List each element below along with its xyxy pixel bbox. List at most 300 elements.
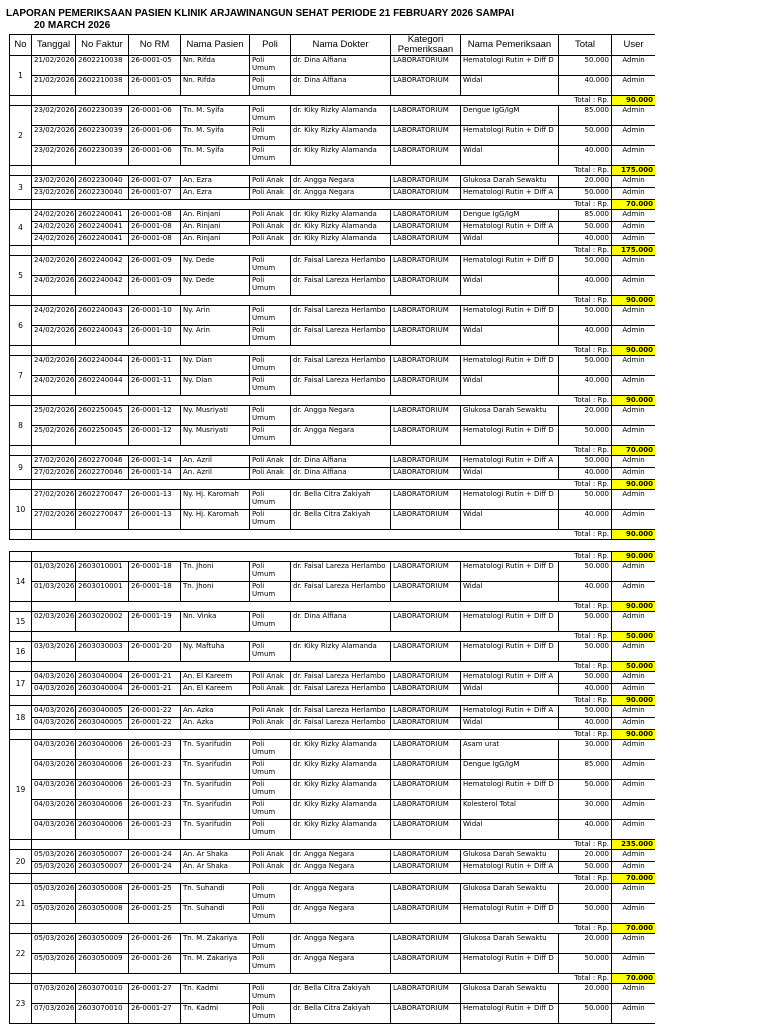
cell-total: 50.000 <box>559 612 612 632</box>
cell-total: 20.000 <box>559 850 612 862</box>
cell-no-rm: 26-0001-06 <box>129 106 181 126</box>
total-label: Total : Rp. <box>559 874 612 884</box>
table-row <box>10 426 656 446</box>
cell-user: Admin <box>612 456 656 468</box>
cell-no-faktur: 2603050009 <box>76 954 129 974</box>
cell-nama-pemeriksaan: Widal <box>461 684 559 696</box>
cell-poli: Poli Umum <box>250 426 291 446</box>
cell-kategori: LABORATORIUM <box>391 406 461 426</box>
cell-poli: Poli Umum <box>250 954 291 974</box>
total-row-no-cell <box>10 552 32 562</box>
cell-tanggal: 03/03/2026 <box>32 642 76 662</box>
cell-nama-pemeriksaan: Hematologi Rutin + Diff D <box>461 256 559 276</box>
cell-tanggal: 05/03/2026 <box>32 904 76 924</box>
cell-total: 50.000 <box>559 256 612 276</box>
cell-nama-dokter: dr. Kiky Rizky Alamanda <box>291 800 391 820</box>
cell-nama-pemeriksaan: Glukosa Darah Sewaktu <box>461 850 559 862</box>
total-label: Total : Rp. <box>559 924 612 934</box>
total-row-no-cell <box>10 166 32 176</box>
cell-nama-pemeriksaan: Hematologi Rutin + Diff A <box>461 188 559 200</box>
cell-poli: Poli Umum <box>250 106 291 126</box>
cell-no-faktur: 2602230039 <box>76 146 129 166</box>
cell-tanggal: 21/02/2026 <box>32 56 76 76</box>
cell-nama-pasien: Tn. M. Syifa <box>181 126 250 146</box>
cell-total: 20.000 <box>559 984 612 1004</box>
cell-nama-pasien: Ny. Dian <box>181 376 250 396</box>
cell-user: Admin <box>612 468 656 480</box>
cell-nama-dokter: dr. Angga Negara <box>291 426 391 446</box>
cell-user: Admin <box>612 326 656 346</box>
total-row <box>10 346 656 356</box>
cell-no-rm: 26-0001-12 <box>129 406 181 426</box>
total-row-no-cell <box>10 662 32 672</box>
table-row <box>10 490 656 510</box>
cell-poli: Poli Umum <box>250 934 291 954</box>
total-row-spacer <box>32 632 559 642</box>
table-row <box>10 188 656 200</box>
total-value: 175.000 <box>612 166 656 176</box>
group-number: 8 <box>10 406 32 446</box>
cell-nama-pemeriksaan: Kolesterol Total <box>461 800 559 820</box>
cell-poli: Poli Umum <box>250 740 291 760</box>
cell-user: Admin <box>612 582 656 602</box>
cell-tanggal: 04/03/2026 <box>32 684 76 696</box>
header-nama-pemeriksaan: Nama Pemeriksaan <box>461 35 559 56</box>
cell-user: Admin <box>612 510 656 530</box>
cell-no-faktur: 2602230039 <box>76 106 129 126</box>
cell-nama-dokter: dr. Bella Citra Zakiyah <box>291 490 391 510</box>
cell-no-faktur: 2602240043 <box>76 326 129 346</box>
cell-total: 30.000 <box>559 740 612 760</box>
cell-nama-dokter: dr. Angga Negara <box>291 904 391 924</box>
total-value: 50.000 <box>612 632 656 642</box>
cell-nama-dokter: dr. Angga Negara <box>291 176 391 188</box>
cell-kategori: LABORATORIUM <box>391 934 461 954</box>
table-row <box>10 406 656 426</box>
cell-kategori: LABORATORIUM <box>391 884 461 904</box>
group-number: 14 <box>10 562 32 602</box>
cell-tanggal: 04/03/2026 <box>32 820 76 840</box>
total-value: 70.000 <box>612 446 656 456</box>
table-row <box>10 672 656 684</box>
cell-nama-dokter: dr. Faisal Lareza Herlambo <box>291 276 391 296</box>
total-row <box>10 730 656 740</box>
cell-no-rm: 26-0001-25 <box>129 884 181 904</box>
total-row <box>10 552 656 562</box>
table-row <box>10 820 656 840</box>
cell-nama-dokter: dr. Faisal Lareza Herlambo <box>291 256 391 276</box>
gap-cell <box>461 540 559 552</box>
cell-no-rm: 26-0001-08 <box>129 234 181 246</box>
cell-tanggal: 07/03/2026 <box>32 1004 76 1024</box>
cell-kategori: LABORATORIUM <box>391 256 461 276</box>
cell-no-rm: 26-0001-06 <box>129 146 181 166</box>
cell-kategori: LABORATORIUM <box>391 222 461 234</box>
cell-no-faktur: 2603050009 <box>76 934 129 954</box>
cell-total: 50.000 <box>559 356 612 376</box>
cell-nama-pemeriksaan: Glukosa Darah Sewaktu <box>461 406 559 426</box>
cell-no-rm: 26-0001-13 <box>129 490 181 510</box>
total-row <box>10 246 656 256</box>
total-value: 70.000 <box>612 874 656 884</box>
cell-kategori: LABORATORIUM <box>391 188 461 200</box>
cell-no-rm: 26-0001-14 <box>129 456 181 468</box>
cell-tanggal: 27/02/2026 <box>32 510 76 530</box>
cell-total: 40.000 <box>559 718 612 730</box>
cell-nama-dokter: dr. Angga Negara <box>291 188 391 200</box>
cell-poli: Poli Umum <box>250 760 291 780</box>
cell-user: Admin <box>612 718 656 730</box>
cell-no-rm: 26-0001-24 <box>129 862 181 874</box>
cell-nama-pemeriksaan: Widal <box>461 468 559 480</box>
cell-poli: Poli Anak <box>250 684 291 696</box>
cell-kategori: LABORATORIUM <box>391 862 461 874</box>
cell-user: Admin <box>612 780 656 800</box>
cell-nama-pasien: Tn. Syarifudin <box>181 820 250 840</box>
total-label: Total : Rp. <box>559 530 612 540</box>
cell-poli: Poli Anak <box>250 862 291 874</box>
cell-nama-pemeriksaan: Dengue IgG/IgM <box>461 106 559 126</box>
cell-nama-pemeriksaan: Widal <box>461 276 559 296</box>
cell-nama-pasien: An. Rinjani <box>181 222 250 234</box>
cell-no-faktur: 2603050008 <box>76 884 129 904</box>
total-row-no-cell <box>10 696 32 706</box>
cell-user: Admin <box>612 306 656 326</box>
total-row-spacer <box>32 200 559 210</box>
cell-total: 50.000 <box>559 426 612 446</box>
cell-no-faktur: 2603040004 <box>76 684 129 696</box>
total-value: 175.000 <box>612 246 656 256</box>
cell-total: 50.000 <box>559 490 612 510</box>
cell-poli: Poli Anak <box>250 210 291 222</box>
cell-tanggal: 25/02/2026 <box>32 426 76 446</box>
group-number: 2 <box>10 106 32 166</box>
table-row <box>10 456 656 468</box>
cell-nama-pemeriksaan: Hematologi Rutin + Diff D <box>461 306 559 326</box>
cell-user: Admin <box>612 376 656 396</box>
total-row <box>10 874 656 884</box>
cell-nama-pasien: Nn. Rifda <box>181 76 250 96</box>
cell-tanggal: 04/03/2026 <box>32 760 76 780</box>
report-sheet <box>9 34 655 1024</box>
cell-nama-dokter: dr. Faisal Lareza Herlambo <box>291 376 391 396</box>
cell-total: 20.000 <box>559 934 612 954</box>
cell-user: Admin <box>612 684 656 696</box>
table-row <box>10 106 656 126</box>
cell-user: Admin <box>612 760 656 780</box>
cell-no-rm: 26-0001-21 <box>129 672 181 684</box>
cell-kategori: LABORATORIUM <box>391 146 461 166</box>
header-nama-dokter: Nama Dokter <box>291 35 391 56</box>
total-row-spacer <box>32 480 559 490</box>
cell-no-faktur: 2603070010 <box>76 1004 129 1024</box>
cell-nama-pasien: Nn. Vinka <box>181 612 250 632</box>
cell-kategori: LABORATORIUM <box>391 582 461 602</box>
cell-nama-pasien: An. Ar Shaka <box>181 862 250 874</box>
cell-tanggal: 27/02/2026 <box>32 468 76 480</box>
cell-nama-pemeriksaan: Hematologi Rutin + Diff D <box>461 954 559 974</box>
cell-tanggal: 04/03/2026 <box>32 706 76 718</box>
cell-user: Admin <box>612 1004 656 1024</box>
cell-no-faktur: 2602210038 <box>76 76 129 96</box>
total-row <box>10 446 656 456</box>
cell-nama-pasien: Tn. Syarifudin <box>181 740 250 760</box>
report-table <box>9 34 655 1024</box>
cell-nama-pasien: An. Azril <box>181 456 250 468</box>
total-value: 70.000 <box>612 974 656 984</box>
group-number: 20 <box>10 850 32 874</box>
cell-tanggal: 04/03/2026 <box>32 800 76 820</box>
cell-no-faktur: 2603010001 <box>76 582 129 602</box>
cell-tanggal: 05/03/2026 <box>32 934 76 954</box>
cell-nama-pemeriksaan: Widal <box>461 820 559 840</box>
cell-no-faktur: 2602230040 <box>76 176 129 188</box>
cell-poli: Poli Umum <box>250 612 291 632</box>
group-number: 1 <box>10 56 32 96</box>
cell-poli: Poli Anak <box>250 672 291 684</box>
cell-nama-dokter: dr. Faisal Lareza Herlambo <box>291 582 391 602</box>
cell-no-faktur: 2603040006 <box>76 780 129 800</box>
cell-total: 50.000 <box>559 126 612 146</box>
cell-user: Admin <box>612 562 656 582</box>
cell-nama-pasien: An. Ezra <box>181 188 250 200</box>
total-value: 90.000 <box>612 696 656 706</box>
cell-user: Admin <box>612 904 656 924</box>
total-label: Total : Rp. <box>559 632 612 642</box>
cell-no-faktur: 2603040005 <box>76 706 129 718</box>
total-row-no-cell <box>10 974 32 984</box>
cell-no-rm: 26-0001-18 <box>129 582 181 602</box>
cell-nama-pasien: An. Ar Shaka <box>181 850 250 862</box>
cell-kategori: LABORATORIUM <box>391 234 461 246</box>
cell-kategori: LABORATORIUM <box>391 326 461 346</box>
cell-no-rm: 26-0001-23 <box>129 800 181 820</box>
total-row-spacer <box>32 530 559 540</box>
cell-no-rm: 26-0001-21 <box>129 684 181 696</box>
cell-total: 50.000 <box>559 456 612 468</box>
cell-user: Admin <box>612 934 656 954</box>
total-row-spacer <box>32 840 559 850</box>
cell-nama-pasien: Ny. Arin <box>181 306 250 326</box>
total-label: Total : Rp. <box>559 200 612 210</box>
cell-no-faktur: 2602250045 <box>76 406 129 426</box>
cell-kategori: LABORATORIUM <box>391 426 461 446</box>
total-row <box>10 480 656 490</box>
cell-no-rm: 26-0001-07 <box>129 176 181 188</box>
table-row <box>10 234 656 246</box>
group-number: 6 <box>10 306 32 346</box>
cell-nama-pemeriksaan: Hematologi Rutin + Diff D <box>461 904 559 924</box>
table-row <box>10 862 656 874</box>
cell-no-faktur: 2603040006 <box>76 760 129 780</box>
cell-no-faktur: 2603050008 <box>76 904 129 924</box>
group-number: 5 <box>10 256 32 296</box>
cell-no-faktur: 2602210038 <box>76 56 129 76</box>
cell-total: 20.000 <box>559 176 612 188</box>
cell-poli: Poli Anak <box>250 234 291 246</box>
total-value: 90.000 <box>612 730 656 740</box>
cell-kategori: LABORATORIUM <box>391 612 461 632</box>
cell-kategori: LABORATORIUM <box>391 562 461 582</box>
cell-kategori: LABORATORIUM <box>391 718 461 730</box>
total-value: 90.000 <box>612 530 656 540</box>
table-row <box>10 582 656 602</box>
cell-nama-pasien: Ny. Dian <box>181 356 250 376</box>
cell-total: 50.000 <box>559 562 612 582</box>
cell-no-rm: 26-0001-14 <box>129 468 181 480</box>
cell-nama-pasien: Ny. Dede <box>181 276 250 296</box>
cell-poli: Poli Umum <box>250 146 291 166</box>
table-row <box>10 222 656 234</box>
total-value: 235.000 <box>612 840 656 850</box>
cell-user: Admin <box>612 850 656 862</box>
cell-poli: Poli Anak <box>250 188 291 200</box>
cell-user: Admin <box>612 672 656 684</box>
cell-poli: Poli Umum <box>250 306 291 326</box>
cell-tanggal: 23/02/2026 <box>32 188 76 200</box>
group-number: 15 <box>10 612 32 632</box>
cell-nama-dokter: dr. Kiky Rizky Alamanda <box>291 222 391 234</box>
cell-user: Admin <box>612 222 656 234</box>
cell-poli: Poli Anak <box>250 222 291 234</box>
cell-nama-pasien: Tn. M. Zakariya <box>181 934 250 954</box>
total-row-spacer <box>32 924 559 934</box>
table-row <box>10 256 656 276</box>
cell-user: Admin <box>612 106 656 126</box>
cell-nama-dokter: dr. Dina Alfiana <box>291 468 391 480</box>
cell-user: Admin <box>612 188 656 200</box>
total-row-no-cell <box>10 96 32 106</box>
total-row-spacer <box>32 552 559 562</box>
cell-total: 40.000 <box>559 326 612 346</box>
total-value: 90.000 <box>612 296 656 306</box>
cell-tanggal: 21/02/2026 <box>32 76 76 96</box>
table-row <box>10 376 656 396</box>
table-row <box>10 884 656 904</box>
cell-total: 50.000 <box>559 954 612 974</box>
cell-poli: Poli Umum <box>250 406 291 426</box>
cell-tanggal: 04/03/2026 <box>32 718 76 730</box>
gap-cell <box>129 540 181 552</box>
cell-nama-pemeriksaan: Hematologi Rutin + Diff A <box>461 862 559 874</box>
cell-poli: Poli Umum <box>250 884 291 904</box>
cell-no-faktur: 2603050007 <box>76 862 129 874</box>
cell-nama-pasien: Tn. M. Syifa <box>181 106 250 126</box>
cell-nama-pemeriksaan: Glukosa Darah Sewaktu <box>461 984 559 1004</box>
total-row-spacer <box>32 730 559 740</box>
total-label: Total : Rp. <box>559 96 612 106</box>
cell-poli: Poli Anak <box>250 468 291 480</box>
cell-tanggal: 05/03/2026 <box>32 850 76 862</box>
cell-no-faktur: 2603040004 <box>76 672 129 684</box>
cell-nama-pasien: An. Rinjani <box>181 210 250 222</box>
total-row <box>10 632 656 642</box>
cell-no-rm: 26-0001-27 <box>129 1004 181 1024</box>
cell-poli: Poli Anak <box>250 456 291 468</box>
cell-kategori: LABORATORIUM <box>391 276 461 296</box>
cell-nama-pasien: Ny. Musriyati <box>181 426 250 446</box>
total-row-no-cell <box>10 246 32 256</box>
total-label: Total : Rp. <box>559 840 612 850</box>
gap-cell <box>612 540 656 552</box>
cell-nama-dokter: dr. Kiky Rizky Alamanda <box>291 126 391 146</box>
cell-nama-pasien: Tn. Syarifudin <box>181 760 250 780</box>
cell-user: Admin <box>612 76 656 96</box>
cell-nama-dokter: dr. Bella Citra Zakiyah <box>291 1004 391 1024</box>
cell-nama-pemeriksaan: Glukosa Darah Sewaktu <box>461 934 559 954</box>
table-row <box>10 642 656 662</box>
cell-tanggal: 23/02/2026 <box>32 146 76 166</box>
group-number: 19 <box>10 740 32 840</box>
cell-poli: Poli Umum <box>250 642 291 662</box>
cell-total: 40.000 <box>559 234 612 246</box>
table-row <box>10 306 656 326</box>
cell-tanggal: 24/02/2026 <box>32 376 76 396</box>
cell-nama-pemeriksaan: Widal <box>461 582 559 602</box>
cell-tanggal: 23/02/2026 <box>32 176 76 188</box>
cell-nama-dokter: dr. Kiky Rizky Alamanda <box>291 210 391 222</box>
cell-poli: Poli Umum <box>250 376 291 396</box>
cell-nama-pemeriksaan: Hematologi Rutin + Diff A <box>461 706 559 718</box>
total-row-no-cell <box>10 296 32 306</box>
cell-total: 50.000 <box>559 862 612 874</box>
cell-kategori: LABORATORIUM <box>391 210 461 222</box>
total-row-spacer <box>32 396 559 406</box>
cell-poli: Poli Umum <box>250 510 291 530</box>
cell-tanggal: 24/02/2026 <box>32 326 76 346</box>
cell-total: 40.000 <box>559 468 612 480</box>
cell-nama-dokter: dr. Dina Alfiana <box>291 612 391 632</box>
total-value: 90.000 <box>612 96 656 106</box>
cell-total: 20.000 <box>559 884 612 904</box>
cell-no-rm: 26-0001-13 <box>129 510 181 530</box>
table-row <box>10 146 656 166</box>
report-title-line1: LAPORAN PEMERIKSAAN PASIEN KLINIK ARJAWINANGUN SEHAT PERIODE 21 FEBRUARY 2026 SAMPAI <box>6 8 515 19</box>
cell-kategori: LABORATORIUM <box>391 56 461 76</box>
table-row <box>10 612 656 632</box>
cell-tanggal: 24/02/2026 <box>32 276 76 296</box>
cell-tanggal: 04/03/2026 <box>32 740 76 760</box>
cell-no-rm: 26-0001-05 <box>129 76 181 96</box>
header-total: Total <box>559 35 612 56</box>
total-row <box>10 662 656 672</box>
header-nama-pasien: Nama Pasien <box>181 35 250 56</box>
cell-user: Admin <box>612 356 656 376</box>
total-row <box>10 200 656 210</box>
cell-nama-pasien: An. Ezra <box>181 176 250 188</box>
group-number: 3 <box>10 176 32 200</box>
cell-total: 50.000 <box>559 706 612 718</box>
gap-cell <box>32 540 76 552</box>
cell-total: 20.000 <box>559 406 612 426</box>
cell-nama-pemeriksaan: Hematologi Rutin + Diff D <box>461 612 559 632</box>
cell-nama-pemeriksaan: Dengue IgG/IgM <box>461 210 559 222</box>
cell-no-faktur: 2603040005 <box>76 718 129 730</box>
cell-kategori: LABORATORIUM <box>391 1004 461 1024</box>
table-row <box>10 126 656 146</box>
total-row-no-cell <box>10 200 32 210</box>
gap-cell <box>559 540 612 552</box>
cell-nama-pasien: Ny. Maftuha <box>181 642 250 662</box>
total-row-spacer <box>32 874 559 884</box>
cell-nama-pasien: Ny. Musriyati <box>181 406 250 426</box>
gap-cell <box>391 540 461 552</box>
cell-nama-dokter: dr. Kiky Rizky Alamanda <box>291 820 391 840</box>
cell-kategori: LABORATORIUM <box>391 904 461 924</box>
cell-no-rm: 26-0001-26 <box>129 934 181 954</box>
cell-tanggal: 02/03/2026 <box>32 612 76 632</box>
cell-total: 40.000 <box>559 276 612 296</box>
